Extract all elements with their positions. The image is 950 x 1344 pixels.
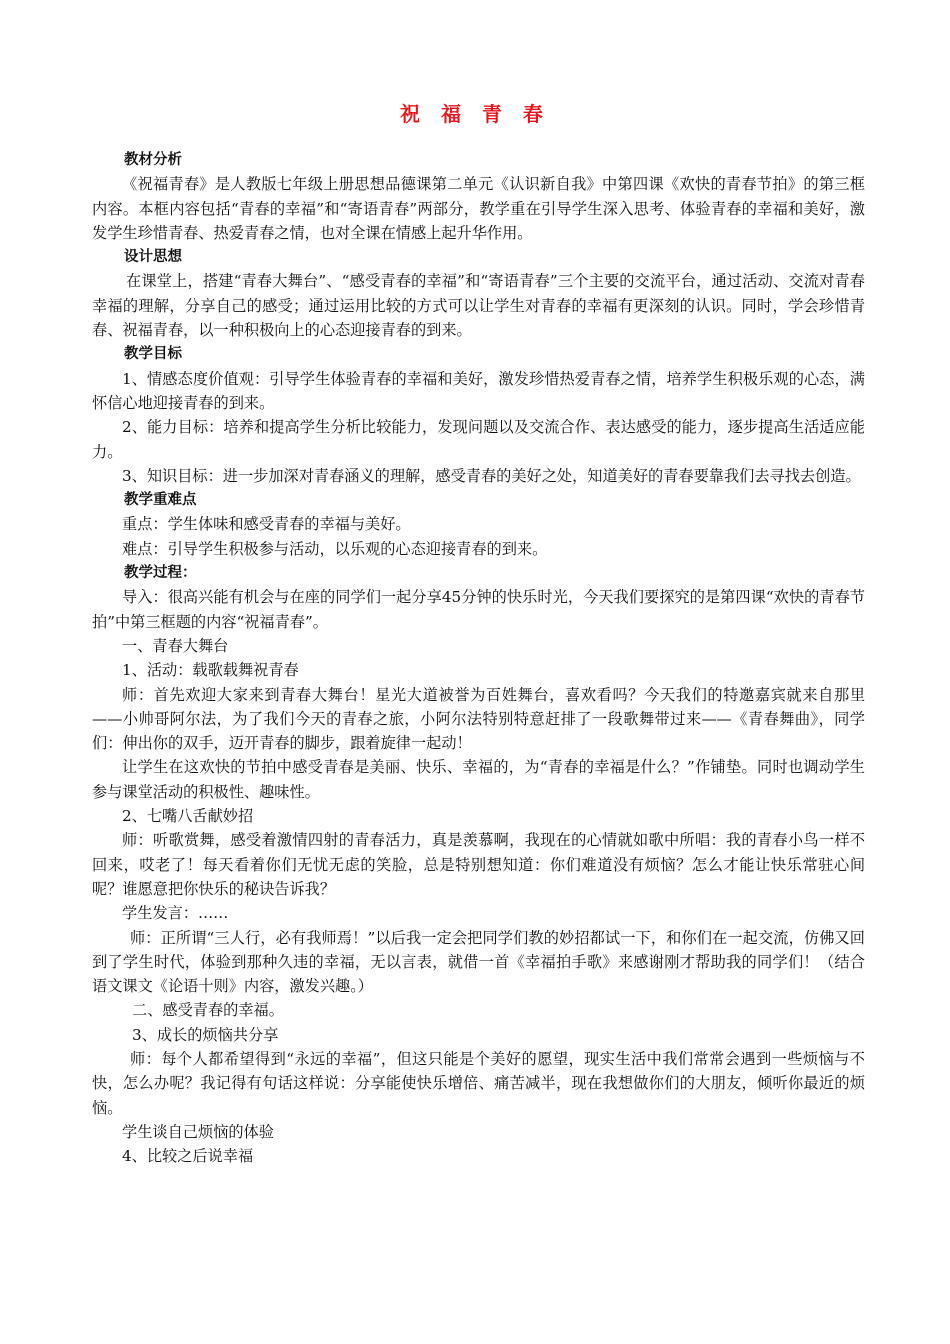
subheading: 一、青春大舞台 [122,636,229,655]
section-heading-teaching-process: 教学过程： [124,565,197,582]
page-title: 祝 福 青 春 [400,102,550,126]
paragraph: 1、情感态度价值观：引导学生体验青春的幸福和美好，激发珍惜热爱青春之情，培养学生积极乐观的心态，满怀信心地迎接青春的到来。 [92,369,865,412]
subheading: 二、感受青春的幸福。 [132,1001,284,1020]
subheading: 1、活动：载歌载舞祝青春 [122,661,299,680]
subheading: 3、成长的烦恼共分享 [132,1025,279,1044]
paragraph: 《祝福青春》是人教版七年级上册思想品德课第二单元《认识新自我》中第四课《欢快的青春节拍》的第三框内容。本框内容包括“青春的幸福”和“寄语青春”两部分，教学重在引导学生深入思考、体验青春的幸福和美好，激发学生珍惜青春、热爱青春之情，也对全课在情感上起升华作用。 [92,175,865,242]
paragraph: 重点：学生体味和感受青春的幸福与美好。 [122,515,411,534]
paragraph: 师：正所谓“三人行，必有我师焉！”以后我一定会把同学们教的妙招都试一下，和你们在一起交流，仿佛又回到了学生时代，体验到那种久违的幸福，无以言表，就借一首《幸福拍手歌》来感谢刚才帮助我的同学们！（结合语文课文《论语十则》内容，激发兴趣。） [92,928,865,996]
paragraph: 难点：引导学生积极参与活动，以乐观的心态迎接青春的到来。 [122,539,548,558]
paragraph: 师：听歌赏舞，感受着激情四射的青春活力，真是羡慕啊，我现在的心情就如歌中所唱：我的青春小鸟一样不回来，哎老了！每天看着你们无忧无虑的笑脸，总是特别想知道：你们难道没有烦恼？怎么才能让快乐常驻心间呢？谁愿意把你快乐的秘诀告诉我？ [92,831,865,898]
section-heading-teaching-goals: 教学目标 [124,346,182,363]
paragraph: 让学生在这欢快的节拍中感受青春是美丽、快乐、幸福的，为“青春的幸福是什么？”作铺垫。同时也调动学生参与课堂活动的积极性、趣味性。 [92,758,865,801]
section-heading-key-points: 教学重难点 [124,492,197,509]
subheading: 2、七嘴八舌献妙招 [122,807,254,826]
paragraph: 在课堂上，搭建“青春大舞台”、“感受青春的幸福”和“寄语青春”三个主要的交流平台，通过活动、交流对青春幸福的理解，分享自己的感受；通过运用比较的方式可以让学生对青春的幸福有更深刻的认识。同时，学会珍惜青春、祝福青春，以一种积极向上的心态迎接青春的到来。 [92,272,865,340]
paragraph: 师：首先欢迎大家来到青春大舞台！星光大道被誉为百姓舞台，喜欢看吗？今天我们的特邀嘉宾就来自那里——小帅哥阿尔法，为了我们今天的青春之旅，小阿尔法特别特意赶排了一段歌舞带过来——《青春舞曲》，同学们：伸出你的双手，迈开青春的脚步，跟着旋律一起动！ [92,685,865,753]
section-heading-material-analysis: 教材分析 [124,152,182,168]
subheading: 4、比较之后说幸福 [122,1147,254,1166]
paragraph: 师：每个人都希望得到“永远的幸福”，但这只能是个美好的愿望，现实生活中我们常常会遇到一些烦恼与不快，怎么办呢？我记得有句话这样说：分享能使快乐增倍、痛苦减半，现在我想做你们的大朋友，倾听你最近的烦恼。 [92,1049,865,1117]
section-heading-design-idea: 设计思想 [124,249,182,266]
paragraph: 学生谈自己烦恼的体验 [122,1122,274,1141]
paragraph: 3、知识目标：进一步加深对青春涵义的理解，感受青春的美好之处，知道美好的青春要靠我们去寻找去创造。 [122,466,861,485]
paragraph: 学生发言：…… [122,904,229,923]
paragraph: 导入：很高兴能有机会与在座的同学们一起分享45分钟的快乐时光，今天我们要探究的是第四课“欢快的青春节拍”中第三框题的内容“祝福青春”。 [92,588,865,631]
document-body [92,148,865,1168]
paragraph: 2、能力目标：培养和提高学生分析比较能力，发现问题以及交流合作、表达感受的能力，逐步提高生活适应能力。 [92,418,865,461]
